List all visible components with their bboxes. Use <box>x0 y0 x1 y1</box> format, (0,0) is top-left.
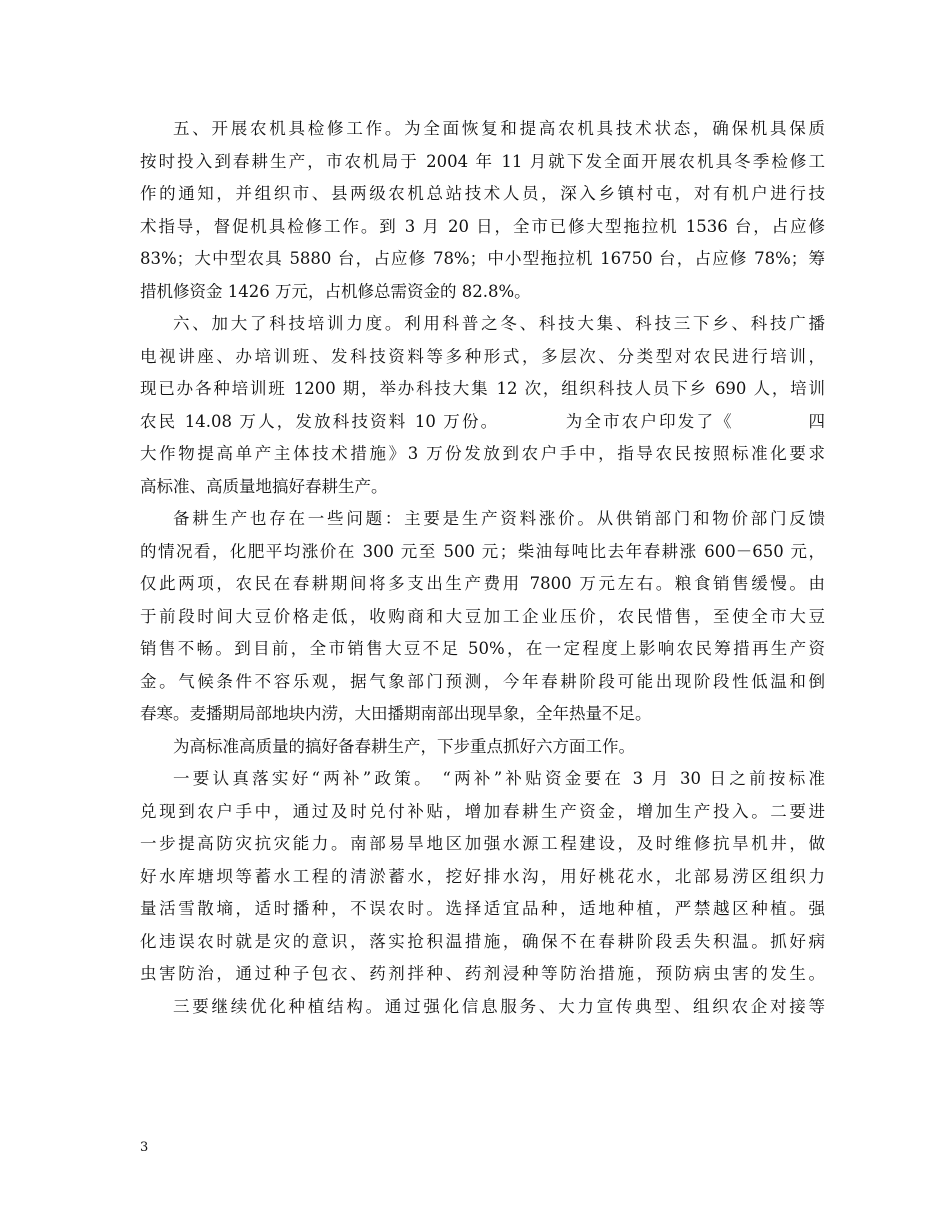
text-line: 大作物提高单产主体技术措施》3 万份发放到农户手中，指导农民按照标准化要求 <box>140 444 825 463</box>
text-line: 化违误农时就是灾的意识，落实抢积温措施，确保不在春耕阶段丢失积温。抓好病 <box>140 931 825 951</box>
text-line: 三要继续优化种植结构。通过强化信息服务、大力宣传典型、组织农企对接等 <box>173 996 825 1016</box>
text-line: 五、开展农机具检修工作。为全面恢复和提高农机具技术状态，确保机具保质 <box>173 119 825 138</box>
document-body <box>140 113 825 1023</box>
text-line: 销售不畅。到目前，全市销售大豆不足 50%，在一定程度上影响农民筹措再生产资 <box>140 639 825 658</box>
text-line: 措机修资金 1426 万元，占机修总需资金的 82.8%。 <box>140 281 531 301</box>
text-line: 的情况看，化肥平均涨价在 300 元至 500 元；柴油每吨比去年春耕涨 600－650 元， <box>140 541 825 561</box>
text-line: 作的通知，并组织市、县两级农机总站技术人员，深入乡镇村屯，对有机户进行技 <box>140 184 825 203</box>
text-line: 现已办各种培训班 1200 期，举办科技大集 12 次，组织科技人员下乡 690 人，培训 <box>140 379 825 398</box>
text-line: 六、加大了科技培训力度。利用科普之冬、科技大集、科技三下乡、科技广播 <box>173 314 825 333</box>
text-line: 备耕生产也存在一些问题：主要是生产资料涨价。从供销部门和物价部门反馈 <box>173 509 825 528</box>
text-line: 虫害防治，通过种子包衣、药剂拌种、药剂浸种等防治措施，预防病虫害的发生。 <box>140 964 825 983</box>
text-line: 好水库塘坝等蓄水工程的清淤蓄水，挖好排水沟，用好桃花水，北部易涝区组织力 <box>140 866 825 886</box>
text-line: 术指导，督促机具检修工作。到 3 月 20 日，全市已修大型拖拉机 1536 台，占应修 <box>140 216 825 236</box>
text-line: 量活雪散墒，适时播种，不误农时。选择适宜品种，适地种植，严禁越区种植。强 <box>140 899 825 918</box>
text-line: 兑现到农户手中，通过及时兑付补贴，增加春耕生产资金，增加生产投入。二要进 <box>140 801 825 821</box>
text-line: 于前段时间大豆价格走低，收购商和大豆加工企业压价，农民惜售，至使全市大豆 <box>140 606 825 626</box>
text-line: 高标准、高质量地搞好春耕生产。 <box>140 476 388 496</box>
text-line: 春寒。麦播期局部地块内涝，大田播期南部出现旱象，全年热量不足。 <box>140 704 652 723</box>
text-line: 一要认真落实好“两补”政策。 “两补”补贴资金要在 3 月 30 日之前按标准 <box>173 769 825 788</box>
text-line: 按时投入到春耕生产，市农机局于 2004 年 11 月就下发全面开展农机具冬季检修工 <box>140 151 825 171</box>
text-line: 仅此两项，农民在春耕期间将多支出生产费用 7800 万元左右。粮食销售缓慢。由 <box>140 574 825 593</box>
text-line: 金。气候条件不容乐观，据气象部门预测，今年春耕阶段可能出现阶段性低温和倒 <box>140 671 825 691</box>
text-line: 电视讲座、办培训班、发科技资料等多种形式，多层次、分类型对农民进行培训， <box>140 346 825 366</box>
text-line: 一步提高防灾抗灾能力。南部易旱地区加强水源工程建设，及时维修抗旱机井，做 <box>140 834 825 853</box>
text-line: 农民 14.08 万人，发放科技资料 10 万份。 为全市农户印发了《 四 <box>140 411 825 431</box>
text-line: 83%；大中型农具 5880 台，占应修 78%；中小型拖拉机 16750 台，占应修 78%；筹 <box>140 249 825 268</box>
page-number: 3 <box>140 1140 149 1155</box>
text-line: 为高标准高质量的搞好备春耕生产，下步重点抓好六方面工作。 <box>173 736 635 756</box>
